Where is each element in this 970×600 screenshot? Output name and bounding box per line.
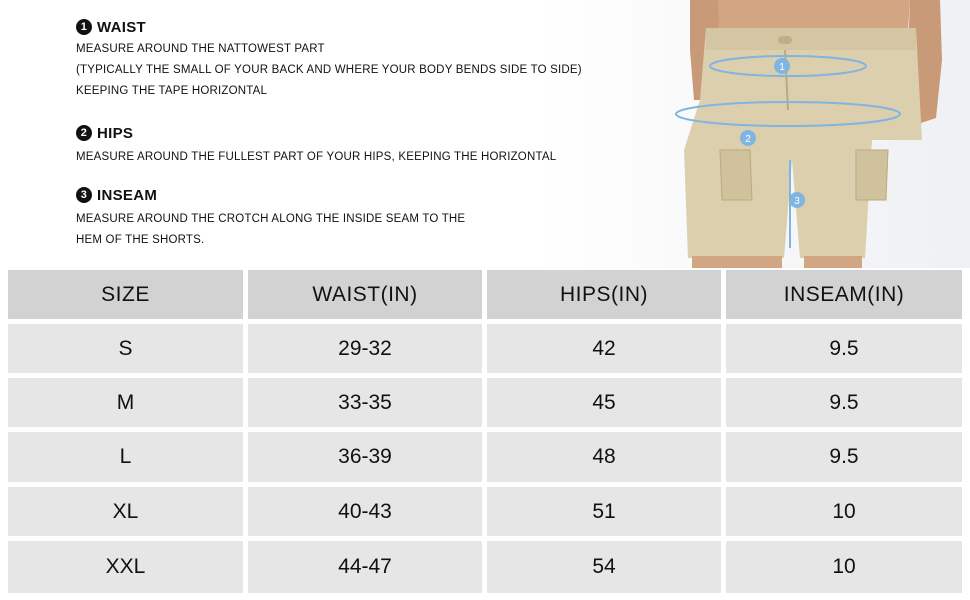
left-cargo-pocket	[720, 150, 752, 200]
description-line: MEASURE AROUND THE NATTOWEST PART	[76, 43, 325, 55]
description-line: HEM OF THE SHORTS.	[76, 234, 205, 246]
hips-heading	[76, 123, 556, 143]
cell-inseam: 10	[726, 541, 962, 593]
step-number-badge: 2	[76, 125, 92, 141]
hips-title: HIPS	[97, 124, 134, 142]
inseam-description	[76, 209, 465, 251]
hips-marker-label: 2	[745, 134, 751, 145]
header-inseam: INSEAM(IN)	[726, 270, 962, 319]
cell-waist: 33-35	[248, 378, 482, 427]
description-line: MEASURE AROUND THE FULLEST PART OF YOUR HIPS, KEEPING THE HORIZONTAL	[76, 151, 557, 163]
waist-marker-label: 1	[779, 62, 785, 73]
inseam-title: INSEAM	[97, 186, 158, 204]
cell-size: M	[8, 378, 243, 427]
cell-hips: 51	[487, 487, 721, 536]
cell-size: S	[8, 324, 243, 373]
cell-inseam: 9.5	[726, 432, 962, 482]
cell-inseam: 9.5	[726, 324, 962, 373]
torso-shape	[710, 0, 910, 30]
measurement-guide	[0, 0, 970, 268]
step-number-badge: 3	[76, 187, 92, 203]
header-hips: HIPS(IN)	[487, 270, 721, 319]
description-line: KEEPING THE TAPE HORIZONTAL	[76, 85, 268, 97]
cell-size: XXL	[8, 541, 243, 593]
size-chart-table	[0, 268, 970, 600]
shorts-shape	[684, 28, 922, 258]
cell-waist: 40-43	[248, 487, 482, 536]
button-shape	[778, 36, 792, 44]
waist-title: WAIST	[97, 18, 146, 36]
inseam-marker-label: 3	[794, 196, 800, 207]
left-leg-shape	[692, 256, 782, 268]
shorts-figure	[660, 0, 970, 268]
hips-instruction	[76, 123, 556, 168]
inseam-heading	[76, 185, 465, 205]
cell-hips: 45	[487, 378, 721, 427]
cell-size: XL	[8, 487, 243, 536]
waist-instruction	[76, 17, 582, 102]
cell-inseam: 10	[726, 487, 962, 536]
step-number-badge: 1	[76, 19, 92, 35]
cell-waist: 36-39	[248, 432, 482, 482]
header-waist: WAIST(IN)	[248, 270, 482, 319]
inseam-instruction	[76, 185, 465, 251]
hips-description	[76, 147, 556, 168]
cell-inseam: 9.5	[726, 378, 962, 427]
cell-size: L	[8, 432, 243, 482]
right-cargo-pocket	[856, 150, 888, 200]
cell-waist: 44-47	[248, 541, 482, 593]
waistband-shape	[706, 28, 916, 50]
description-line: MEASURE AROUND THE CROTCH ALONG THE INSIDE SEAM TO THE	[76, 213, 466, 225]
waist-heading	[76, 17, 582, 37]
header-size: SIZE	[8, 270, 243, 319]
cell-hips: 54	[487, 541, 721, 593]
cell-waist: 29-32	[248, 324, 482, 373]
waist-description	[76, 39, 582, 102]
cell-hips: 42	[487, 324, 721, 373]
description-line: (TYPICALLY THE SMALL OF YOUR BACK AND WHERE YOUR BODY BENDS SIDE TO SIDE)	[76, 64, 582, 76]
cell-hips: 48	[487, 432, 721, 482]
right-leg-shape	[804, 256, 862, 268]
